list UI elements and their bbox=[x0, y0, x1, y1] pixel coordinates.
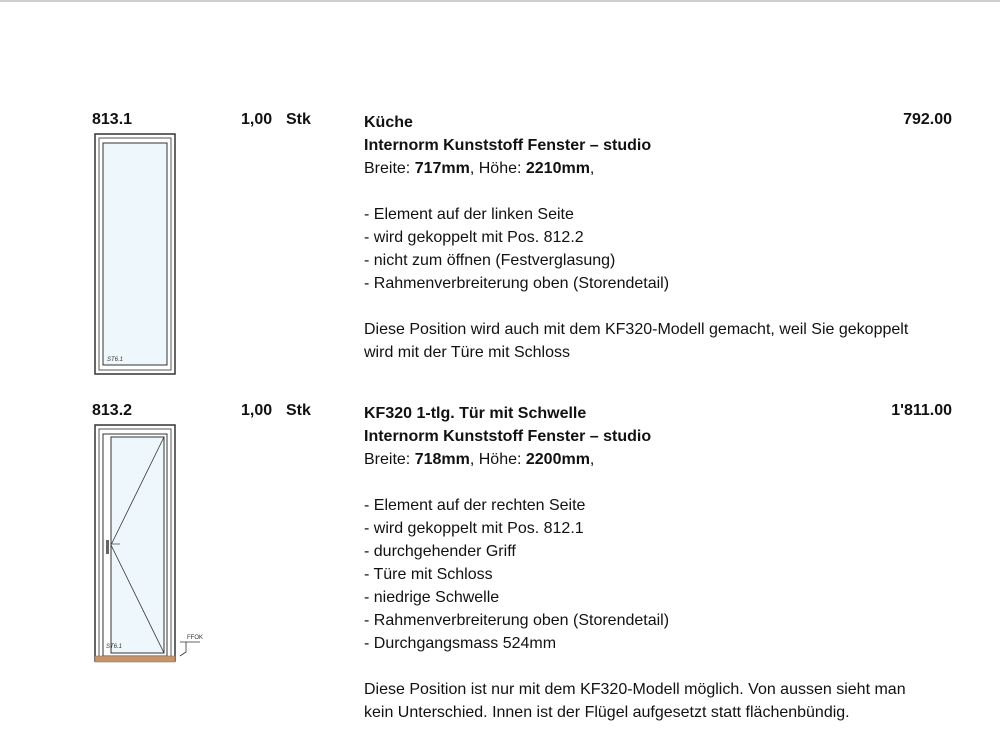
spacer bbox=[364, 180, 964, 203]
description bbox=[364, 402, 964, 724]
drawing-mark: ST6.1 bbox=[106, 644, 123, 650]
bullet-item: - Element auf der rechten Seite bbox=[364, 497, 586, 514]
bullet-item: - Rahmenverbreiterung oben (Storendetail) bbox=[364, 612, 670, 629]
width-value: 718mm bbox=[414, 451, 470, 468]
position-number: 813.1 bbox=[92, 111, 133, 128]
item-subtitle: Internorm Kunststoff Fenster – studio bbox=[364, 428, 652, 445]
description bbox=[364, 111, 964, 364]
bullet-item: - durchgehender Griff bbox=[364, 543, 516, 560]
floor-level-marker-icon bbox=[180, 642, 200, 656]
width-value: 717mm bbox=[414, 160, 470, 177]
note-line: Diese Position wird auch mit dem KF320-Modell gemacht, weil Sie gekoppelt bbox=[364, 321, 909, 338]
spacer bbox=[364, 295, 964, 318]
door-drawing-icon bbox=[94, 424, 212, 668]
height-value: 2200mm bbox=[525, 451, 590, 468]
unit: Stk bbox=[286, 402, 311, 419]
width-label: Breite: bbox=[364, 160, 415, 177]
bullet-item: - wird gekoppelt mit Pos. 812.2 bbox=[364, 229, 584, 246]
quantity: 1,00 bbox=[241, 111, 273, 128]
handle-icon bbox=[106, 540, 109, 554]
note-line: wird mit der Türe mit Schloss bbox=[364, 344, 570, 361]
page-top-border bbox=[0, 0, 1000, 2]
bullet-item: - niedrige Schwelle bbox=[364, 589, 500, 606]
spacer bbox=[364, 655, 964, 678]
bullet-item: - nicht zum öffnen (Festverglasung) bbox=[364, 252, 616, 269]
threshold-icon bbox=[95, 656, 175, 662]
bullet-item: - Durchgangsmass 524mm bbox=[364, 635, 557, 652]
note-line: kein Unterschied. Innen ist der Flügel aufgesetzt statt flächenbündig. bbox=[364, 704, 850, 721]
quantity: 1,00 bbox=[241, 402, 273, 419]
item-subtitle: Internorm Kunststoff Fenster – studio bbox=[364, 137, 652, 154]
drawing-mark: ST6.1 bbox=[107, 357, 124, 363]
height-value: 2210mm bbox=[525, 160, 590, 177]
dimensions bbox=[364, 157, 964, 180]
bullet-item: - wird gekoppelt mit Pos. 812.1 bbox=[364, 520, 584, 537]
price: 792.00 bbox=[903, 111, 952, 128]
item-title: Küche bbox=[364, 114, 413, 131]
floor-label: FFOK bbox=[187, 635, 203, 641]
position-number: 813.2 bbox=[92, 402, 133, 419]
width-label: Breite: bbox=[364, 451, 415, 468]
fixed-window-drawing-icon bbox=[94, 133, 176, 375]
dims-end: , bbox=[589, 160, 595, 177]
spacer bbox=[364, 471, 964, 494]
dimensions bbox=[364, 448, 964, 471]
bullet-item: - Element auf der linken Seite bbox=[364, 206, 574, 223]
dims-end: , bbox=[589, 451, 595, 468]
bullet-item: - Türe mit Schloss bbox=[364, 566, 493, 583]
note-line: Diese Position ist nur mit dem KF320-Modell möglich. Von aussen sieht man bbox=[364, 681, 906, 698]
height-label: , Höhe: bbox=[469, 451, 526, 468]
item-title: KF320 1-tlg. Tür mit Schwelle bbox=[364, 405, 587, 422]
bullet-item: - Rahmenverbreiterung oben (Storendetail) bbox=[364, 275, 670, 292]
height-label: , Höhe: bbox=[469, 160, 526, 177]
unit: Stk bbox=[286, 111, 311, 128]
price: 1'811.00 bbox=[891, 402, 952, 419]
